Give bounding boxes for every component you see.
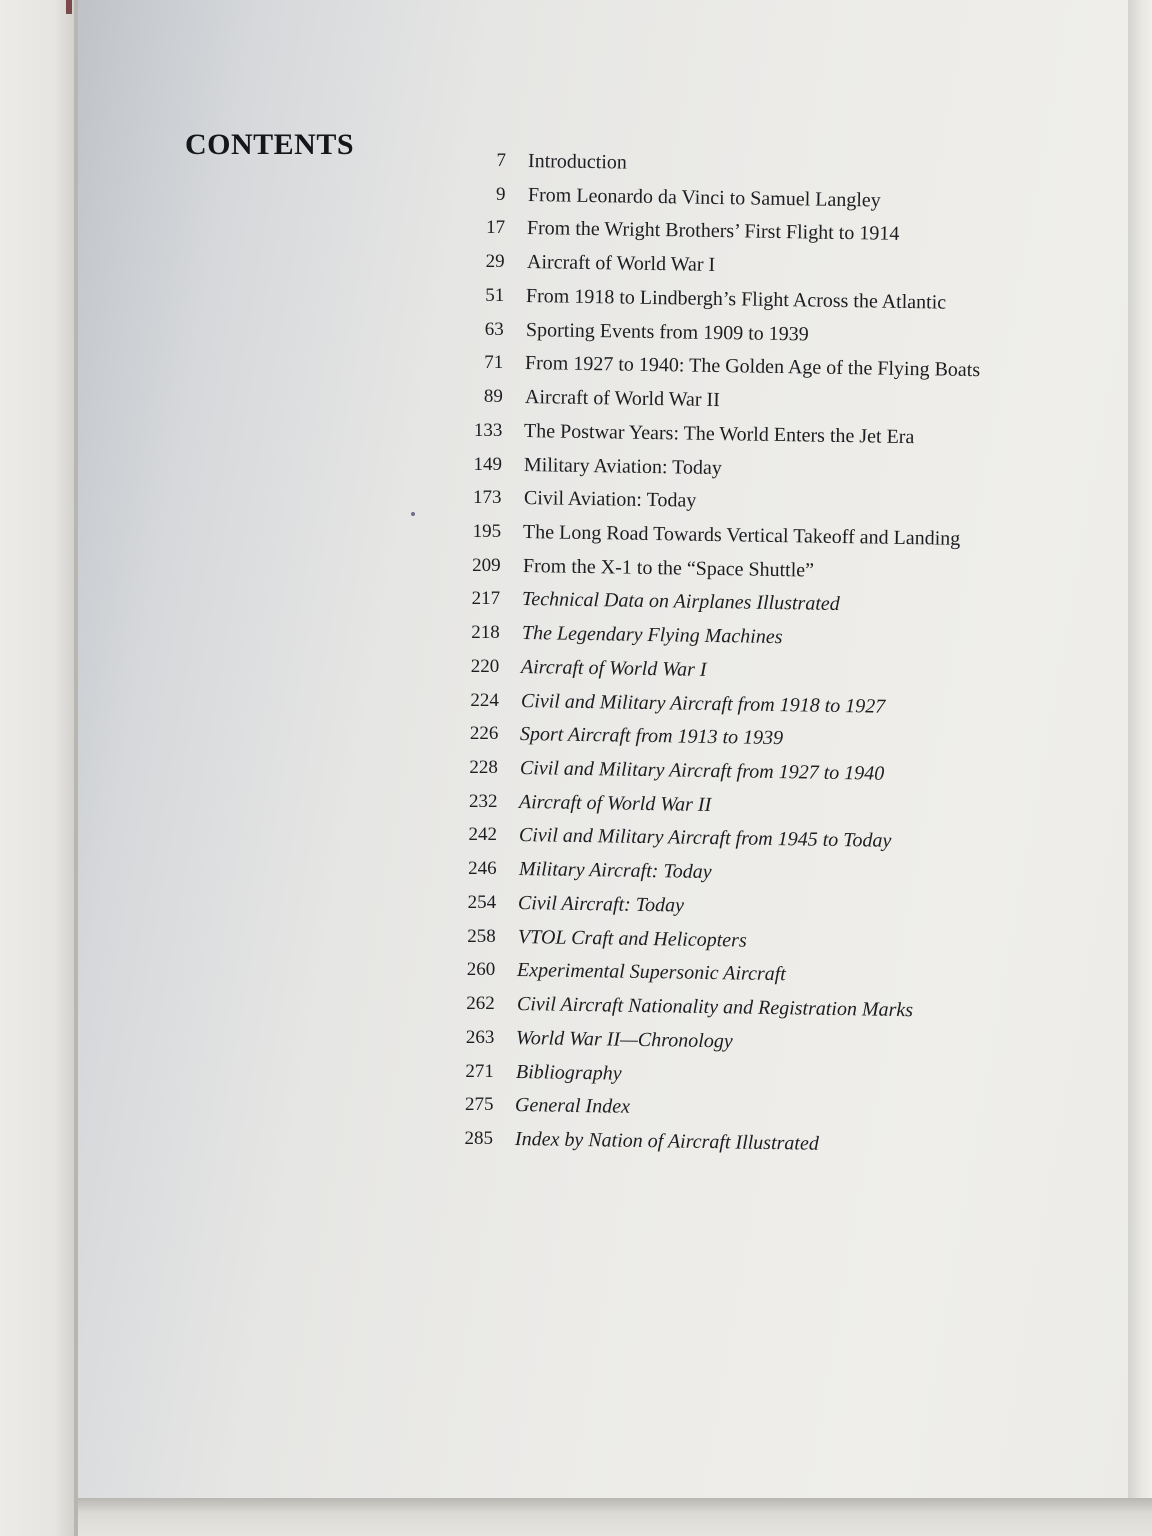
toc-entry <box>446 180 1066 210</box>
toc-entry <box>440 618 1060 648</box>
toc-page-number: 71 <box>484 352 504 374</box>
toc-page-number: 224 <box>470 689 499 711</box>
toc-page-number: 228 <box>469 757 498 779</box>
toc-entry-title: Civil Aircraft Nationality and Registration Marks <box>516 993 914 1022</box>
toc-page-number: 226 <box>469 723 499 745</box>
toc-entry <box>442 450 1062 480</box>
toc-page-number: 242 <box>468 824 498 846</box>
toc-entry-title: Index by Nation of Aircraft Illustrated <box>514 1128 819 1155</box>
toc-entry-title: Aircraft of World War I <box>521 655 707 681</box>
toc-entry-title: From 1927 to 1940: The Golden Age of the Flying Boats <box>525 352 981 382</box>
toc-page-number: 258 <box>467 925 496 947</box>
toc-entry-title: World War II—Chronology <box>516 1026 734 1053</box>
contents-heading: CONTENTS <box>185 128 355 161</box>
toc-entry <box>434 1023 1054 1053</box>
toc-entry <box>445 247 1065 277</box>
toc-entry-title: The Legendary Flying Machines <box>521 622 783 649</box>
toc-page-number: 271 <box>465 1060 494 1082</box>
toc-entry-title: Civil and Military Aircraft from 1918 to 1927 <box>520 689 886 718</box>
toc-entry-title: From the Wright Brothers’ First Flight to 1914 <box>526 217 900 246</box>
toc-entry <box>436 888 1056 918</box>
toc-page-number: 133 <box>473 419 503 441</box>
toc-page-number: 209 <box>472 554 501 576</box>
toc-page-number: 220 <box>470 655 500 677</box>
facing-page-edge <box>0 0 78 1536</box>
toc-entry <box>439 686 1059 716</box>
toc-entry <box>437 820 1057 853</box>
toc-page-number: 275 <box>464 1094 494 1116</box>
toc-page-number: 9 <box>496 183 506 205</box>
toc-entry-title: VTOL Craft and Helicopters <box>517 925 747 952</box>
toc-entry-title: Sporting Events from 1909 to 1939 <box>525 318 809 346</box>
toc-page-number: 217 <box>471 588 501 610</box>
toc-page-number: 89 <box>483 386 503 408</box>
toc-entry <box>440 584 1060 614</box>
toc-entry-title: From Leonardo da Vinci to Samuel Langley <box>527 183 881 212</box>
toc-entry-title: From the X-1 to the “Space Shuttle” <box>522 554 814 582</box>
toc-page-number: 246 <box>468 858 497 880</box>
toc-page-number: 285 <box>464 1128 493 1149</box>
binding-thread-mark <box>66 0 72 14</box>
toc-page-number: 29 <box>485 251 505 273</box>
page-stack-edge <box>1128 0 1152 1536</box>
toc-entry <box>435 989 1055 1022</box>
toc-entry <box>442 416 1062 446</box>
toc-entry <box>435 955 1055 985</box>
toc-entry-title: Technical Data on Airplanes Illustrated <box>521 588 841 616</box>
toc-page-number: 260 <box>466 959 496 981</box>
toc-entry-title: The Long Road Towards Vertical Takeoff and Landing <box>522 520 961 550</box>
toc-entry-title: Civil and Military Aircraft from 1945 to Today <box>518 824 892 853</box>
toc-page-number: 262 <box>466 993 495 1015</box>
toc-entry-title: Experimental Supersonic Aircraft <box>517 959 787 986</box>
toc-entry-title: Aircraft of World War II <box>519 790 712 816</box>
toc-entry <box>434 1057 1054 1087</box>
toc-page-number: 232 <box>468 790 498 812</box>
toc-entry <box>443 348 1063 382</box>
toc-page-number: 17 <box>486 217 506 239</box>
toc-entry <box>444 315 1064 345</box>
toc-page-number: 149 <box>473 453 502 475</box>
toc-entry-title: The Postwar Years: The World Enters the Jet Era <box>524 419 915 448</box>
toc-entry <box>442 483 1062 513</box>
toc-entry <box>437 854 1057 884</box>
toc-entry <box>441 551 1061 581</box>
toc-page-number: 263 <box>465 1026 495 1048</box>
toc-page-number: 63 <box>484 318 504 340</box>
toc-entry <box>446 146 1066 176</box>
toc-page-number: 173 <box>473 487 502 509</box>
toc-entry-title: Military Aviation: Today <box>523 453 722 479</box>
page-bottom-edge <box>78 1498 1152 1536</box>
toc-entry-title: Military Aircraft: Today <box>518 858 712 884</box>
toc-entry <box>445 213 1065 246</box>
toc-entry <box>443 382 1063 412</box>
toc-entry-title: Aircraft of World War I <box>526 251 715 277</box>
toc-entry <box>437 787 1057 817</box>
toc-page-number: 218 <box>471 622 500 644</box>
toc-entry <box>436 922 1056 952</box>
toc-entry <box>444 281 1064 314</box>
toc-entry-title: Civil Aviation: Today <box>523 487 696 512</box>
toc-entry-title: Sport Aircraft from 1913 to 1939 <box>520 723 784 750</box>
toc-entry-title: General Index <box>515 1094 631 1119</box>
ink-speck <box>411 512 415 516</box>
toc-page-number: 7 <box>496 150 506 171</box>
toc-entry-title: From 1918 to Lindbergh’s Flight Across the Atlantic <box>526 284 947 314</box>
toc-page-number: 51 <box>485 284 505 306</box>
toc-entry-title: Aircraft of World War II <box>524 386 720 412</box>
toc-entry <box>433 1090 1053 1120</box>
toc-entry-title: Bibliography <box>515 1060 622 1085</box>
toc-entry <box>438 753 1058 783</box>
toc-entry <box>441 517 1061 550</box>
toc-entry <box>438 719 1058 749</box>
toc-entry <box>439 652 1059 682</box>
toc-entry-title: Civil Aircraft: Today <box>517 891 685 917</box>
toc-entry <box>433 1124 1053 1154</box>
toc-page-number: 195 <box>472 520 502 542</box>
toc-entry-title: Introduction <box>527 150 628 174</box>
toc-entry-title: Civil and Military Aircraft from 1927 to 1940 <box>519 757 885 785</box>
toc-page-number: 254 <box>467 891 497 913</box>
